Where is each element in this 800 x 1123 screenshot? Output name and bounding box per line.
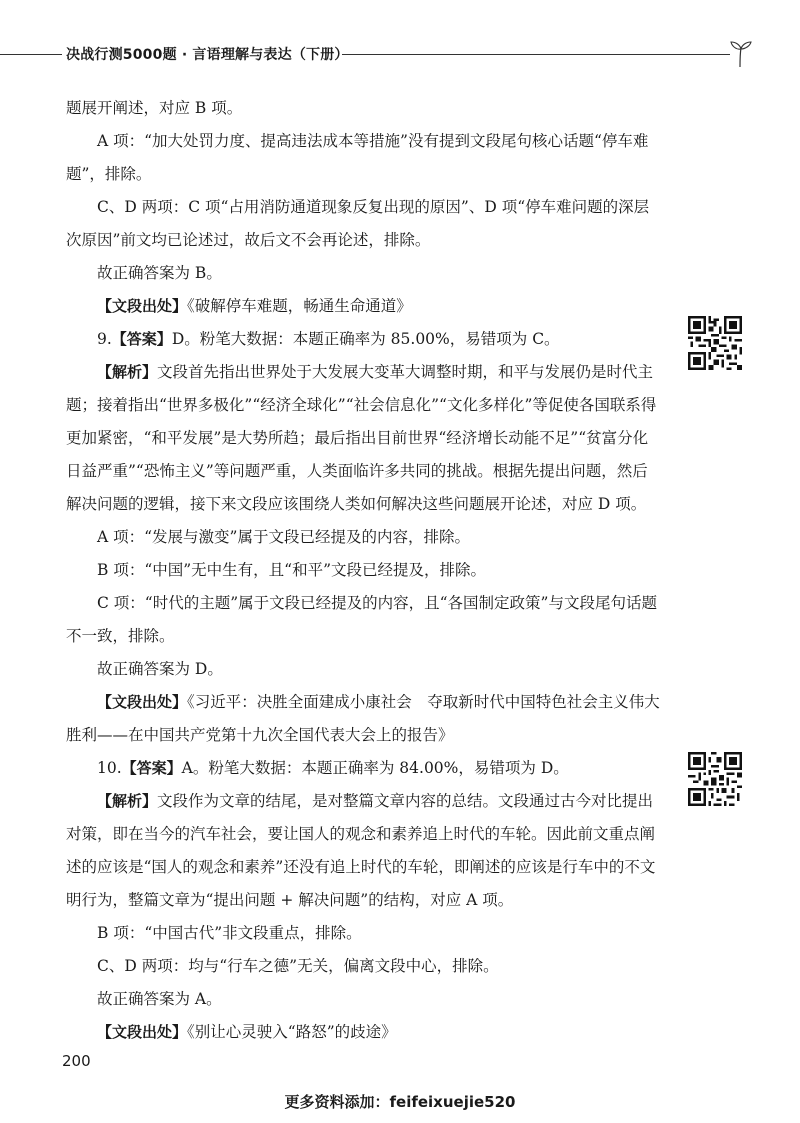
analysis-label: 【解析】 bbox=[97, 792, 158, 810]
footer-note: 更多资料添加：feifeixuejie520 bbox=[284, 1093, 516, 1111]
sprout-icon bbox=[728, 40, 754, 68]
analysis-label: 【解析】 bbox=[97, 363, 158, 381]
source-line-9 bbox=[66, 686, 660, 752]
running-header bbox=[0, 40, 800, 68]
paragraph: 题展开阐述，对应 B 项。 bbox=[66, 99, 243, 117]
paragraph: C、D 两项：均与“行车之德”无关，偏离文段中心，排除。 bbox=[97, 957, 499, 975]
paragraph: C、D 两项：C 项“占用消防通道现象反复出现的原因”、D 项“停车难问题的深层次原因”前文均已论述过，故后文不会再论述，排除。 bbox=[66, 198, 650, 249]
header-rule-right bbox=[342, 54, 730, 55]
source-title: 《别让心灵驶入“路怒”的歧途》 bbox=[187, 1023, 397, 1041]
answer-content bbox=[66, 92, 660, 1049]
analysis-text: 文段首先指出世界处于大发展大变革大调整时期，和平与发展仍是时代主题；接着指出“世界多极化”“经济全球化”“社会信息化”“文化多样化”等促使各国联系得更加紧密，“和平发展”是大势所趋；最后指出目前世界“经济增长动能不足”“贫富分化日益严重”“恐怖主义”等问题严重，人类面临许多共同的挑战。根据先提出问题，然后解决问题的逻辑，接下来文段应该围绕人类如何解决这些问题展开论述，对应 D 项。 bbox=[66, 363, 657, 513]
paragraph: 故正确答案为 D。 bbox=[97, 660, 223, 678]
source-line-10 bbox=[66, 1016, 660, 1049]
header-rule-left bbox=[0, 54, 62, 55]
book-title: 决战行测5000题 · 言语理解与表达（下册） bbox=[66, 47, 349, 63]
source-label: 【文段出处】 bbox=[97, 297, 188, 315]
paragraph: 故正确答案为 B。 bbox=[97, 264, 222, 282]
question-number: 10. bbox=[97, 759, 122, 777]
paragraph: 故正确答案为 A。 bbox=[97, 990, 222, 1008]
qr-code-icon[interactable] bbox=[688, 316, 742, 370]
paragraph: A 项：“加大处罚力度、提高违法成本等措施”没有提到文段尾句核心话题“停车难题”，排除。 bbox=[66, 132, 649, 183]
analysis-text: 文段作为文章的结尾，是对整篇文章内容的总结。文段通过古今对比提出对策，即在当今的汽车社会，要让国人的观念和素养追上时代的车轮。因此前文重点阐述的应该是“国人的观念和素养”还没有追上时代的车轮，即阐述的应该是行车中的不文明行为，整篇文章为“提出问题 + 解决问题”的结构，对应 A 项。 bbox=[66, 792, 656, 909]
analysis-10 bbox=[66, 785, 660, 917]
paragraph: B 项：“中国古代”非文段重点，排除。 bbox=[97, 924, 362, 942]
source-label: 【文段出处】 bbox=[97, 1023, 188, 1041]
answer-text: D。粉笔大数据：本题正确率为 85.00%，易错项为 C。 bbox=[171, 330, 560, 348]
answer-text: A。粉笔大数据：本题正确率为 84.00%，易错项为 D。 bbox=[181, 759, 569, 777]
source-title: 《破解停车难题，畅通生命通道》 bbox=[187, 297, 412, 315]
qr-code-icon[interactable] bbox=[688, 752, 742, 806]
answer-label: 【答案】 bbox=[111, 330, 172, 348]
paragraph: A 项：“发展与激变”属于文段已经提及的内容，排除。 bbox=[97, 528, 470, 546]
analysis-9 bbox=[66, 356, 660, 521]
paragraph: C 项：“时代的主题”属于文段已经提及的内容，且“各国制定政策”与文段尾句话题不一致，排除。 bbox=[66, 594, 657, 645]
source-title: 《习近平：决胜全面建成小康社会 夺取新时代中国特色社会主义伟大胜利——在中国共产党第十九次全国代表大会上的报告》 bbox=[66, 693, 660, 744]
source-line-8 bbox=[66, 290, 660, 323]
answer-line-9 bbox=[66, 323, 660, 356]
source-label: 【文段出处】 bbox=[97, 693, 188, 711]
page-number: 200 bbox=[62, 1052, 91, 1070]
paragraph: B 项：“中国”无中生有，且“和平”文段已经提及，排除。 bbox=[97, 561, 487, 579]
question-number: 9. bbox=[97, 330, 112, 348]
answer-label: 【答案】 bbox=[121, 759, 182, 777]
answer-line-10 bbox=[66, 752, 660, 785]
